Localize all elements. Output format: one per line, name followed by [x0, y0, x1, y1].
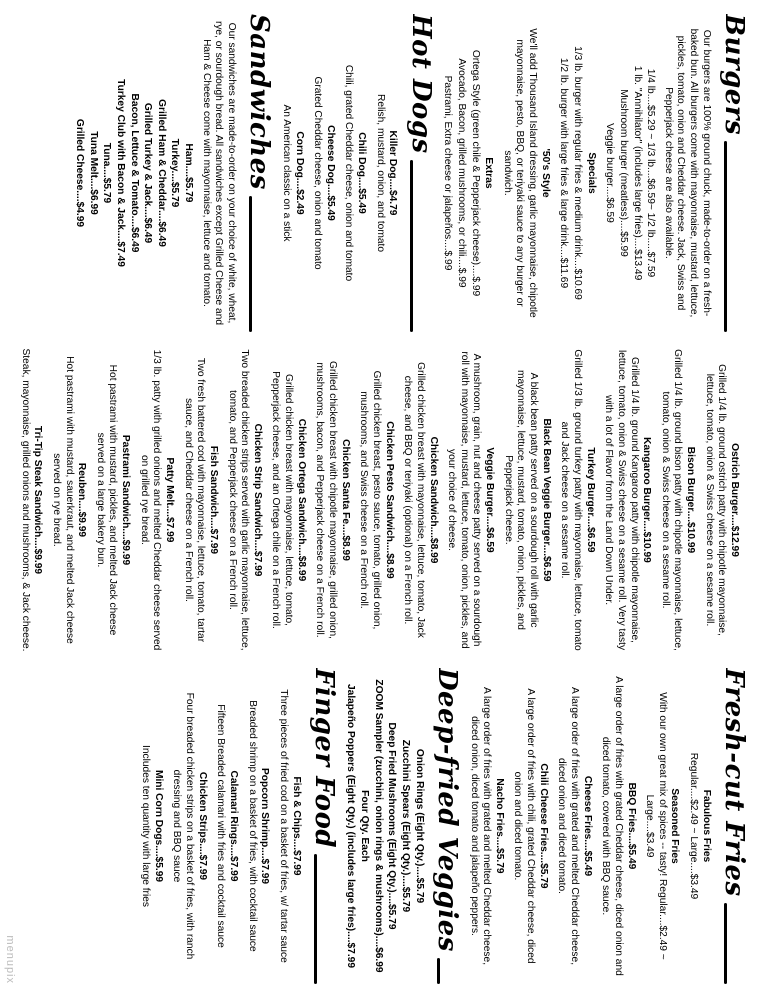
specialty-desc: A mushroom, grain, nut and cheese patty served on a sourdough roll with mayonnaise, mustard, lettuce, tomato, onion, pickles, and your choice of cheese.	[446, 351, 483, 649]
burger-price-line: Veggie burger....$6.59	[604, 123, 616, 223]
sandwich-line: Grilled Ham & Cheddar....$6.49	[155, 99, 167, 247]
veggies-title: Deep-fried Veggies	[431, 668, 462, 952]
specialty-name: Chicken Santa Fe....$8.99	[339, 439, 351, 561]
specialty-name: Kangaroo Burger....$10.99	[641, 437, 653, 563]
veggie-line: Zucchini Spears (Eight Qty.)....$5.79	[400, 739, 411, 913]
watermark-text: menupix	[4, 935, 16, 984]
specialty-desc: Grilled chicken breast with mayonnaise, lettuce, tomato, Pepperjack cheese, and an Ortega chile on a French roll.	[270, 371, 295, 629]
hotdog-desc: Grated Cheddar cheese, onion and tomato	[312, 76, 324, 270]
fifties-title: '50's Style	[539, 148, 551, 198]
menu-column-right	[10, 668, 754, 984]
specialty-desc: Grilled chicken breast with chipotle mayonnaise, grilled onion, mushrooms, bacon, and Pepperjack cheese on a French roll.	[314, 360, 339, 640]
finger-name: Mini Corn Dogs....$5.99	[152, 769, 164, 883]
extras-title: Extras	[483, 157, 495, 189]
fries-name: Cheese Fries....$5.49	[581, 775, 593, 877]
veggie-line: Deep Fried Mushrooms (Eight Qty.)....$5.79	[386, 722, 398, 930]
fries-desc: A large order of fries with grated Cheddar cheese, diced onion and diced tomato, covered with BBQ sauce.	[600, 676, 624, 976]
extra-line: Avocado, Bacon, grilled mushrooms, or chili....$.99	[455, 58, 467, 288]
fries-name: Seasoned Fries	[669, 788, 681, 864]
hotdog-desc: Chili, grated Cheddar cheese, onion and tomato	[343, 64, 355, 282]
hotdogs-heading	[404, 14, 436, 332]
specials-title: Specials	[585, 152, 597, 194]
sandwich-line: Turkey....$5.79	[169, 138, 181, 208]
fries-name: BBQ Fries....$5.49	[625, 782, 637, 870]
specialty-desc: Grilled 1/4 lb. ground ostrich patty with chipotle mayonnaise, lettuce, tomato, onion & Swiss cheese on a sesame roll.	[703, 364, 728, 636]
burgers-title: Burgers	[719, 14, 749, 136]
fries-desc: A large order of fries with chili, grated Cheddar cheese, diced onion and diced tomato.	[512, 688, 537, 964]
hotdog-desc: An American classic on a stick	[280, 104, 292, 242]
specialty-desc: Two fresh battered cod with mayonnaise, lettuce, tomato, tartar sauce, and Cheddar cheese on a French roll.	[182, 357, 207, 643]
finger-name: Fish & Chips....$7.99	[290, 776, 302, 876]
specialty-desc: 1/3 lb. patty with grilled onions and melted Cheddar cheese served on grilled rye bread.	[138, 349, 163, 651]
sandwich-line: Turkey Club with Bacon & Jack....$7.49	[114, 79, 126, 267]
finger-desc: Four breaded chicken strips on a basket of fries, with ranch dressing and BBQ sauce	[171, 692, 196, 960]
specialty-name: Chicken Pesto Sandwich....$8.99	[383, 421, 395, 579]
specialty-name: Veggie Burger....$6.59	[484, 447, 496, 553]
fries-desc: With our own great mix of spices -- tasty! Regular....$2.49 ~ Large....$3.49	[644, 692, 668, 960]
specialty-name: Turkey Burger....$6.59	[584, 447, 596, 553]
finger-desc: Breaded shrimp on a basket of fries, with cocktail sauce	[246, 700, 258, 952]
burger-price-line: 1/4 lb....$5.29 ~ 1/3 lb....$6.59~ 1/2 lb.....$7.59	[645, 68, 657, 278]
heading-rule	[410, 160, 413, 332]
extra-line: Pastrami, Extra cheese or jalapeños....$.99	[442, 75, 454, 271]
fries-desc: A large order of fries with grated and melted Cheddar cheese, diced onion, diced tomato and jalapeño peppers.	[468, 686, 493, 966]
hotdog-name: Killer Dog....$4.79	[387, 130, 399, 216]
sandwiches-heading	[243, 14, 275, 332]
specialty-desc: Grilled 1/4 lb. ground Kangaroo patty with chipotle mayonnaise, lettuce, tomato, onion & Swiss cheese on a sesame roll. Very tasty with a lot of Flavor from the Land Down Under.	[603, 349, 640, 651]
heading-rule	[724, 903, 727, 984]
finger-desc: Fifteen Breaded calamari with fries and cocktail sauce	[215, 704, 227, 948]
specialty-name: Chicken Ortega Sandwich....$8.99	[295, 418, 307, 582]
finger-title: Finger Food	[308, 668, 339, 849]
special-line: 1/3 lb. burger with regular fries & medium drink....$10.69	[572, 46, 583, 300]
finger-name: Popcorn Shrimp....$7.99	[259, 767, 271, 885]
veggies-heading	[431, 668, 463, 984]
hotdog-name: Corn Dog....$2.49	[293, 131, 305, 215]
finger-desc: Includes ten quantity with large fries	[140, 745, 152, 907]
hotdog-name: Chili Dog....$5.49	[356, 132, 368, 214]
menu-column-middle	[10, 340, 754, 660]
specialty-desc: Grilled chicken breast with mayonnaise, lettuce, tomato, Jack cheese, and BBQ or teriyaki (optional) on a French roll.	[402, 362, 426, 638]
fries-name: Fabulous Fries	[700, 789, 712, 863]
heading-rule	[437, 958, 440, 984]
burgers-heading	[718, 14, 750, 332]
hotdogs-title: Hot Dogs	[405, 14, 436, 154]
heading-rule	[249, 196, 252, 332]
menu-column-left	[10, 14, 754, 332]
specialty-name: Bison Burger....$10.99	[685, 446, 697, 554]
fries-heading	[718, 668, 750, 984]
heading-rule	[314, 854, 317, 984]
finger-name: Chicken Strips....$7.99	[196, 771, 208, 881]
extra-line: Ortega Style (green chile & Pepperjack cheese)....$.99	[469, 49, 481, 297]
specialty-desc: Steak, mayonnaise, grilled onions and mushrooms, & Jack cheese.	[19, 348, 31, 652]
sandwiches-intro: Our sandwiches are made-to-order on your choice of white, wheat, rye, or sourdough bread. All sandwiches except Grilled Cheese and Ham & Cheese come with mayonnaise, lettuce and tomato.	[200, 20, 237, 326]
veggie-line: Jalapeño Poppers (Eight Qty.) (includes large fries)....$7.99	[345, 683, 357, 968]
specialty-name: Black Bean Veggie Burger....$6.59	[540, 418, 552, 582]
specialty-desc: A black bean patty served on a sourdough roll with garlic mayonnaise, lettuce, mustard, tomato, onion, pickles, and Pepperjack cheese.	[502, 370, 540, 630]
finger-desc: Three pieces of fried cod on a basket of fries, w/ tartar sauce	[277, 689, 289, 963]
finger-heading	[308, 668, 340, 984]
veggie-line: Onion Rings (Eight Qty.)....$5.79	[413, 748, 425, 904]
fries-desc: A large order of fries with grated and melted Cheddar cheese, diced onion and diced tomato.	[556, 686, 580, 966]
finger-name: Calamari Rings....$7.99	[228, 770, 239, 882]
sandwich-line: Grilled Turkey & Jack....$6.49	[142, 102, 154, 244]
specialty-desc: Two breaded chicken strips served with garlic mayonnaise, lettuce, tomato, and Pepperjack cheese on a French roll.	[226, 349, 251, 651]
fries-title: Fresh-cut Fries	[719, 668, 749, 897]
sandwich-line: Grilled Cheese....$4.99	[73, 118, 85, 228]
specialty-desc: Hot pastrami with mustard, pickles, and melted Jack cheese served on a large bakery bun.	[94, 364, 119, 636]
special-line: 1/2 lb. burger with large fries & large drink....$11.69	[558, 57, 570, 289]
veggie-line: Four Qty. Each	[359, 790, 371, 862]
specialty-name: Reuben....$9.99	[76, 462, 88, 538]
specialty-name: Chicken Sandwich....$8.99	[427, 436, 439, 564]
fries-name: Nacho Fries....$5.79	[493, 778, 505, 874]
sandwiches-title: Sandwiches	[244, 14, 275, 190]
hotdog-desc: Relish, mustard, onion, and tomato	[374, 94, 386, 252]
fries-name: Chili Cheese Fries....$5.79	[537, 763, 549, 889]
specialty-name: Tri-Tip Steak Sandwich....$9.99	[32, 425, 44, 575]
specialty-desc: Grilled 1/4 lb. ground bison patty with chipotle mayonnaise, lettuce, tomato, onion & Swiss cheese on a sesame roll.	[659, 349, 684, 651]
specialty-desc: Grilled chicken breast, pesto sauce, tomato, grilled onion, mushrooms, and Swiss cheese on a French roll.	[358, 370, 382, 630]
specialty-name: Chicken Strip Sandwich....$7.99	[251, 423, 263, 577]
sandwich-line: Tuna....$5.79	[101, 142, 113, 204]
fries-desc: Regular....$2.49 ~ Large....$3.49	[688, 752, 700, 900]
specialty-desc: Hot pastrami with mustard, sauerkraut, and melted Jack cheese served on rye bread.	[50, 356, 75, 644]
sandwich-line: Tuna Melt....$6.99	[87, 131, 99, 215]
hotdog-name: Cheese Dog....$5.49	[324, 125, 336, 221]
specialty-name: Fish Sandwich....$7.99	[207, 445, 219, 555]
specialty-desc: Grilled 1/3 lb. ground turkey patty with mayonnaise, lettuce, tomato and Jack cheese on a sesame roll.	[559, 349, 583, 651]
fifties-desc: We'll add Thousand Island dressing, garlic mayonnaise, chipotle mayonnaise, pesto, BBQ, or teriyaki sauce to any burger or sandwich.	[501, 28, 539, 318]
heading-rule	[724, 141, 727, 332]
burgers-intro: Our burgers are 100% ground chuck, made-to-order on a fresh-baked bun. All burgers come with mayonnaise, mustard, lettuce, pickles, tomato, onion and Cheddar cheese. Jack, Swiss and Pepperjack cheese are also available.	[662, 28, 712, 318]
sandwich-line: Ham....$5.79	[183, 143, 195, 203]
specialty-name: Pastrami Sandwich....$9.99	[120, 434, 132, 566]
specialty-name: Ostrich Burger....$12.99	[729, 443, 740, 557]
specialty-name: Patty Melt....$7.99	[164, 457, 176, 543]
sandwich-line: Bacon, Lettuce & Tomato....$6.49	[128, 93, 140, 253]
burger-price-line: Mushroom burger (meatless)....$5.99	[617, 89, 629, 257]
burger-price-line: 1 lb. "Annihilator" (includes large fries)....$13.49	[631, 65, 643, 281]
veggie-line: ZOOM Sampler (zucchini, onion rings & mushrooms)....$6.99	[372, 679, 384, 973]
